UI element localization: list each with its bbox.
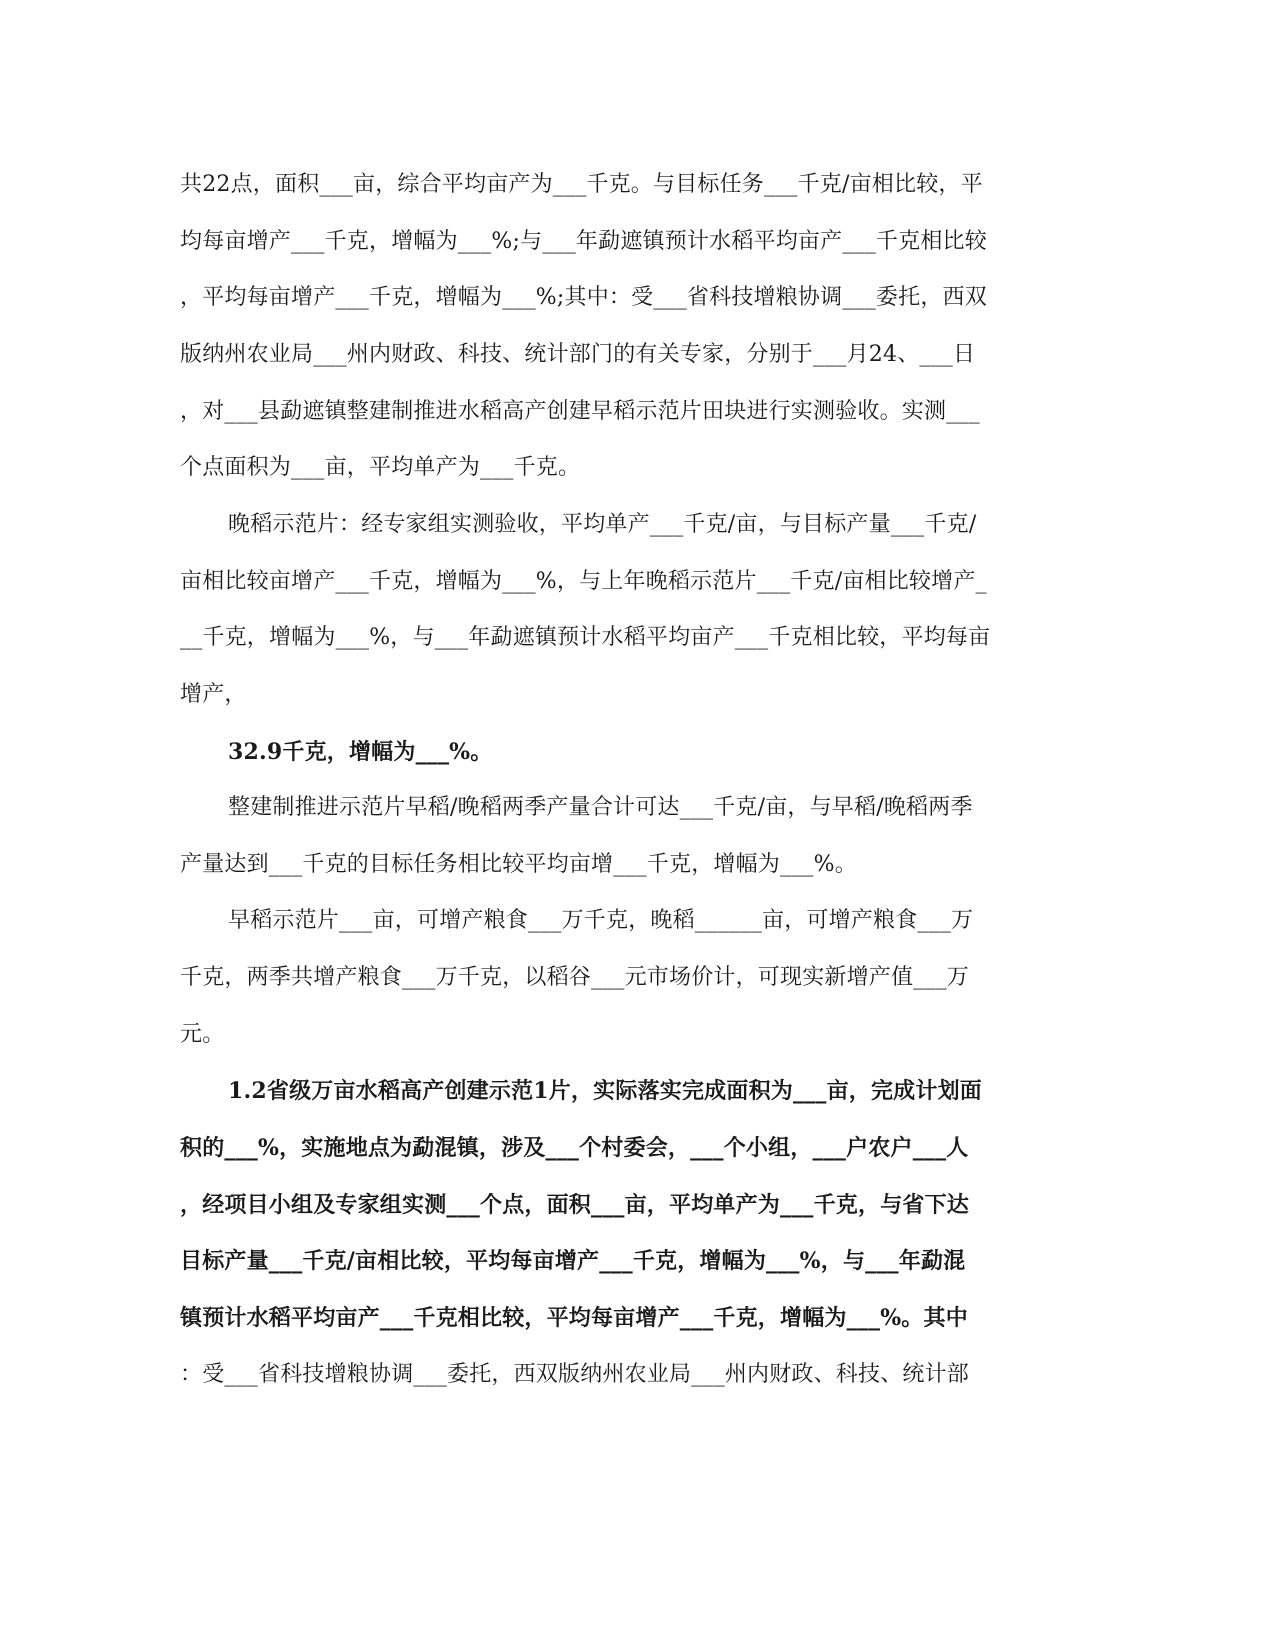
text-line: 均每亩增产___千克，增幅为___%;与___年勐遮镇预计水稻平均亩产___千克相比较 xyxy=(180,229,987,254)
text-line: 共22点，面积___亩，综合平均亩产为___千克。与目标任务___千克/亩相比较，平 xyxy=(180,172,983,197)
paragraph-start-line: 整建制推进示范片早稻/晚稻两季产量合计可达___千克/亩，与早稻/晚稻两季 xyxy=(228,795,973,820)
bold-line: 32.9千克，增幅为___%。 xyxy=(228,739,493,765)
bold-line: ，经项目小组及专家组实测___个点，面积___亩，平均单产为___千克，与省下达 xyxy=(180,1192,970,1218)
paragraph-start-line: 晚稻示范片：经专家组实测验收，平均单产___千克/亩，与目标产量___千克/ xyxy=(228,512,977,537)
text-line: 产量达到___千克的目标任务相比较平均亩增___千克，增幅为___%。 xyxy=(180,852,857,877)
bold-line: 积的___%，实施地点为勐混镇，涉及___个村委会，___个小组，___户农户___人 xyxy=(180,1135,969,1161)
text-line: ，对___县勐遮镇整建制推进水稻高产创建早稻示范片田块进行实测验收。实测___ xyxy=(180,399,980,424)
text-line: ：受___省科技增粮协调___委托，西双版纳州农业局___州内财政、科技、统计部 xyxy=(180,1362,970,1387)
text-line: 个点面积为___亩，平均单产为___千克。 xyxy=(180,455,581,480)
bold-line: 镇预计水稻平均亩产___千克相比较，平均每亩增产___千克，增幅为___%。其中 xyxy=(180,1305,968,1331)
text-line: __千克，增幅为___%，与___年勐遮镇预计水稻平均亩产___千克相比较，平均每亩 xyxy=(180,625,991,650)
text-line: 亩相比较亩增产___千克，增幅为___%，与上年晚稻示范片___千克/亩相比较增产_ xyxy=(180,569,987,594)
section-heading-line: 1.2省级万亩水稻高产创建示范1片，实际落实完成面积为___亩，完成计划面 xyxy=(228,1078,982,1104)
text-line: ，平均每亩增产___千克，增幅为___%;其中：受___省科技增粮协调___委托，西双 xyxy=(180,285,987,310)
text-line: 增产， xyxy=(180,682,247,707)
text-line: 版纳州农业局___州内财政、科技、统计部门的有关专家，分别于___月24、___日 xyxy=(180,342,976,367)
text-line: 元。 xyxy=(180,1022,225,1047)
text-line: 千克，两季共增产粮食___万千克，以稻谷___元市场价计，可现实新增产值___万 xyxy=(180,965,970,990)
paragraph-start-line: 早稻示范片___亩，可增产粮食___万千克，晚稻______亩，可增产粮食___万 xyxy=(228,908,974,933)
bold-line: 目标产量___千克/亩相比较，平均每亩增产___千克，增幅为___%，与___年勐混 xyxy=(180,1248,966,1274)
